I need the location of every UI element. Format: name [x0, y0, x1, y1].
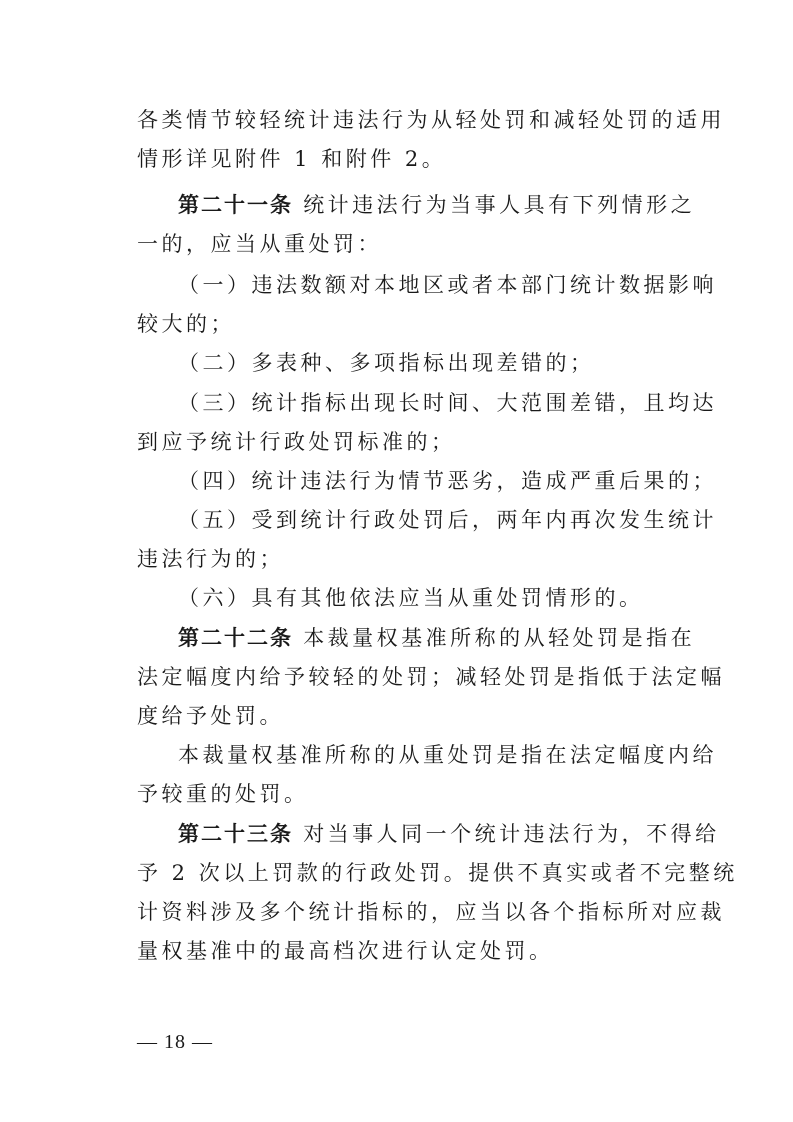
text-line: 违法行为的； [137, 547, 284, 571]
text-line: 一的，应当从重处罚： [137, 232, 382, 256]
text-line: 各类情节较轻统计违法行为从轻处罚和减轻处罚的适用 [137, 108, 725, 132]
text-line: （五）受到统计行政处罚后，两年内再次发生统计 [178, 508, 717, 532]
article-heading: 第二十二条 [178, 626, 293, 650]
text-line: 计资料涉及多个统计指标的，应当以各个指标所对应裁 [137, 900, 725, 924]
text-span: 本裁量权基准所称的从轻处罚是指在 [303, 626, 696, 650]
text-line: 予 2 次以上罚款的行政处罚。提供不真实或者不完整统 [137, 861, 738, 885]
text-span: 统计违法行为当事人具有下列情形之 [303, 193, 696, 217]
text-line: 量权基准中的最高档次进行认定处罚。 [137, 939, 554, 963]
text-line: （二）多表种、多项指标出现差错的； [178, 351, 595, 375]
article-22-line [178, 620, 696, 656]
text-line: 法定幅度内给予较轻的处罚；减轻处罚是指低于法定幅 [137, 665, 725, 689]
text-line: 本裁量权基准所称的从重处罚是指在法定幅度内给 [178, 743, 717, 767]
text-line: 到应予统计行政处罚标准的； [137, 430, 456, 454]
text-line: 予较重的处罚。 [137, 782, 309, 806]
text-line: （六）具有其他依法应当从重处罚情形的。 [178, 586, 644, 610]
text-line: 度给予处罚。 [137, 704, 284, 728]
article-21-line [178, 187, 696, 223]
article-heading: 第二十一条 [178, 193, 293, 217]
page-number: — 18 — [137, 1031, 213, 1053]
text-line: （三）统计指标出现长时间、大范围差错，且均达 [178, 391, 717, 415]
text-span: 对当事人同一个统计违法行为，不得给 [303, 822, 720, 846]
text-line: （四）统计违法行为情节恶劣，造成严重后果的； [178, 469, 717, 493]
text-line: （一）违法数额对本地区或者本部门统计数据影响 [178, 273, 717, 297]
text-line: 情形详见附件 1 和附件 2。 [137, 147, 447, 171]
article-heading: 第二十三条 [178, 822, 293, 846]
text-line: 较大的； [137, 312, 235, 336]
article-23-line [178, 816, 720, 852]
